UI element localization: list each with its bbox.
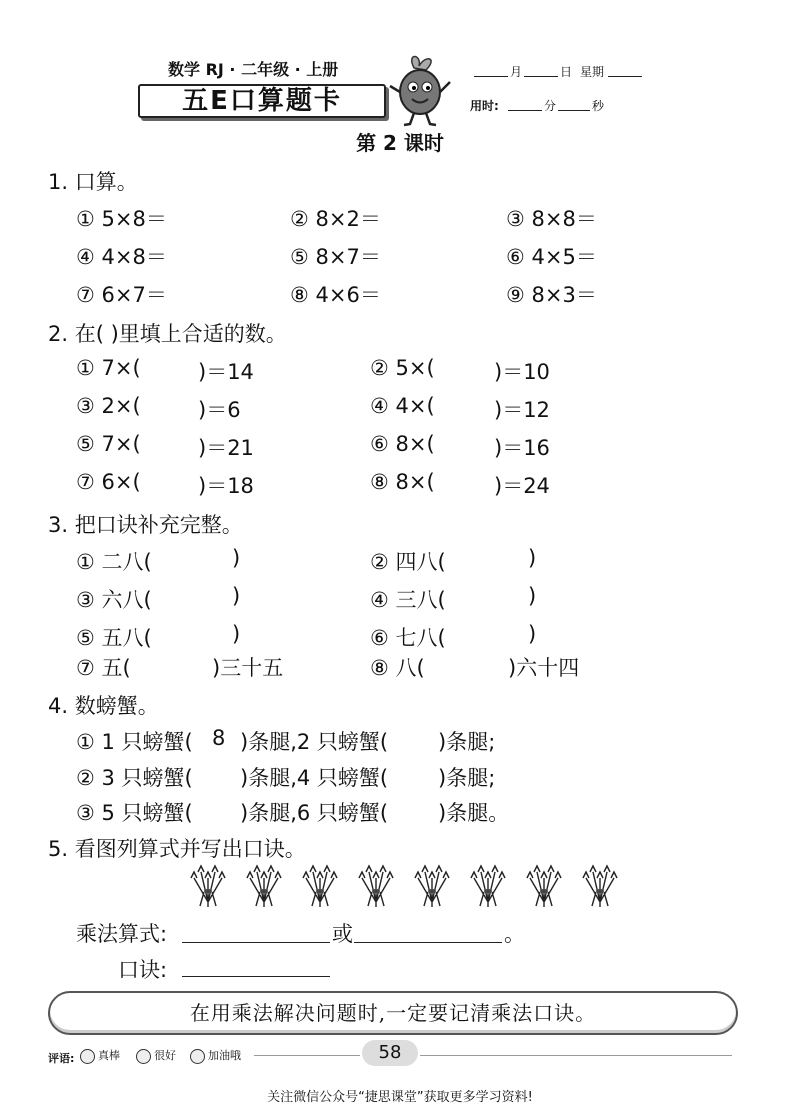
q2-item-pre: ① 7×( (76, 356, 141, 380)
rhyme-blank[interactable] (182, 976, 330, 977)
q1-item: ⑧ 4×6＝ (290, 283, 381, 307)
formula-label: 乘法算式: (76, 922, 168, 946)
bouquet-icon (303, 866, 337, 907)
weekday-blank[interactable] (608, 76, 642, 77)
q3-item-pre: ④ 三八( (370, 588, 446, 612)
footer-divider (254, 1055, 360, 1056)
q2-item-pre: ② 5×( (370, 356, 435, 380)
q2-item-post: )＝16 (494, 436, 550, 460)
bouquet-icon (191, 866, 225, 907)
bouquet-row (186, 862, 626, 908)
month-label: 月 (510, 65, 523, 79)
rating-keep-going[interactable]: 加油哦 (190, 1047, 241, 1064)
notice-text: 关注微信公众号“捷思课堂”获取更多学习资料! (267, 1090, 533, 1105)
q4-line-c: )条腿。 (438, 801, 510, 825)
q3-item-post: ) (232, 622, 241, 646)
q2-item-pre: ⑤ 7×( (76, 432, 141, 456)
q3-title: 3. 把口诀补充完整。 (48, 513, 243, 537)
q1-item: ② 8×2＝ (290, 207, 381, 231)
bouquet-icon (415, 866, 449, 907)
q1-item: ① 5×8＝ (76, 207, 167, 231)
q4-line-b: )条腿,2 只螃蟹( (240, 730, 389, 754)
q3-item-post: ) (528, 584, 537, 608)
bouquet-icon (527, 866, 561, 907)
q4-answer: 8 (212, 726, 226, 750)
q5-title: 5. 看图列算式并写出口诀。 (48, 837, 306, 861)
q1-item: ④ 4×8＝ (76, 245, 167, 269)
q2-item-post: )＝10 (494, 360, 550, 384)
bouquet-icon (359, 866, 393, 907)
q3-item-post: ) (528, 546, 537, 570)
weekday-label: 星期 (580, 65, 605, 79)
q3-item-pre: ⑤ 五八( (76, 626, 152, 650)
q2-item-post: )＝12 (494, 398, 550, 422)
minutes-label: 分 (544, 99, 557, 113)
footer-divider (420, 1055, 732, 1056)
q1-item: ⑦ 6×7＝ (76, 283, 167, 307)
day-blank[interactable] (524, 76, 558, 77)
rating-great[interactable]: 真棒 (80, 1047, 120, 1064)
q2-item-pre: ⑧ 8×( (370, 470, 435, 494)
q4-line-c: )条腿; (438, 766, 496, 790)
smile-face-icon (80, 1049, 95, 1064)
seconds-label: 秒 (592, 99, 605, 113)
q1-item: ⑨ 8×3＝ (506, 283, 597, 307)
q2-item-post: )＝24 (494, 474, 550, 498)
q1-item: ⑤ 8×7＝ (290, 245, 381, 269)
q2-item-post: )＝6 (198, 398, 241, 422)
q2-item-post: )＝18 (198, 474, 254, 498)
happy-face-icon (136, 1049, 151, 1064)
bouquet-icon (471, 866, 505, 907)
q3-item-pre: ③ 六八( (76, 588, 152, 612)
q3-item-post: ) (528, 622, 537, 646)
or-text: 或 (332, 922, 353, 946)
formula-end: 。 (504, 922, 525, 946)
tip-text: 在用乘法解决问题时,一定要记清乘法口诀。 (189, 1001, 597, 1025)
q3-item-pre: ② 四八( (370, 550, 446, 574)
q3-item-pre: ① 二八( (76, 550, 152, 574)
seconds-blank[interactable] (558, 110, 590, 111)
card-title-banner (138, 84, 386, 118)
minutes-blank[interactable] (508, 110, 542, 111)
q1-item: ⑥ 4×5＝ (506, 245, 597, 269)
q3-item-post: ) (232, 584, 241, 608)
cheer-face-icon (190, 1049, 205, 1064)
series-label: 数学 RJ · 二年级 · 上册 (168, 60, 339, 79)
beet-mascot-icon (386, 52, 454, 128)
q2-item-pre: ④ 4×( (370, 394, 435, 418)
bouquet-icon (583, 866, 617, 907)
q2-title: 2. 在( )里填上合适的数。 (48, 322, 287, 346)
q4-line-a: ② 3 只螃蟹( (76, 766, 193, 790)
q4-line-b: )条腿,4 只螃蟹( (240, 766, 389, 790)
card-title: 五E口算题卡 (182, 86, 342, 116)
formula-blank-1[interactable] (182, 942, 330, 943)
time-label: 用时: (470, 99, 499, 113)
q2-item-pre: ⑥ 8×( (370, 432, 435, 456)
q4-title: 4. 数螃蟹。 (48, 694, 159, 718)
q3-item-post: )三十五 (212, 656, 284, 680)
month-blank[interactable] (474, 76, 508, 77)
bouquet-icon (247, 866, 281, 907)
q1-item: ③ 8×8＝ (506, 207, 597, 231)
q4-line-a: ③ 5 只螃蟹( (76, 801, 193, 825)
q4-line-a: ① 1 只螃蟹( (76, 730, 193, 754)
q2-item-post: )＝21 (198, 436, 254, 460)
day-label: 日 (560, 65, 573, 79)
q1-title: 1. 口算。 (48, 170, 138, 194)
q3-item-pre: ⑧ 八( (370, 656, 425, 680)
q3-item-pre: ⑦ 五( (76, 656, 131, 680)
q4-line-c: )条腿; (438, 730, 496, 754)
rating-good[interactable]: 很好 (136, 1047, 176, 1064)
q4-line-b: )条腿,6 只螃蟹( (240, 801, 389, 825)
q2-item-pre: ⑦ 6×( (76, 470, 141, 494)
formula-blank-2[interactable] (354, 942, 502, 943)
tip-banner (48, 991, 738, 1035)
q2-item-post: )＝14 (198, 360, 254, 384)
rhyme-label: 口诀: (118, 958, 168, 982)
q2-item-pre: ③ 2×( (76, 394, 141, 418)
q3-item-pre: ⑥ 七八( (370, 626, 446, 650)
comment-label: 评语: (48, 1052, 75, 1065)
q3-item-post: )六十四 (508, 656, 580, 680)
lesson-title: 第 2 课时 (356, 131, 444, 155)
page-number: 58 (362, 1040, 418, 1066)
q3-item-post: ) (232, 546, 241, 570)
